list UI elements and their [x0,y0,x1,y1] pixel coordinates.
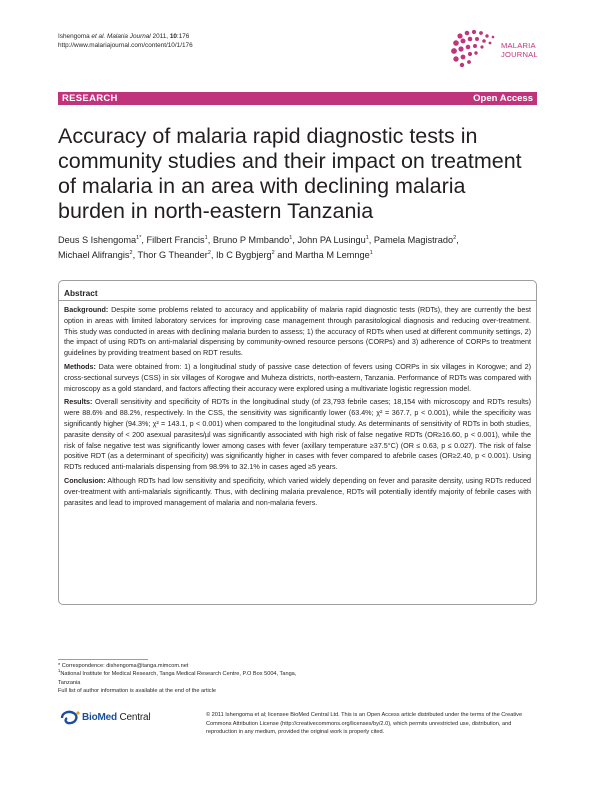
author[interactable]: Thor G Theander$^2$ [137,249,211,260]
author[interactable]: Ib C Bygbjerg$^2$ [216,249,275,260]
journal-name [501,41,538,59]
citation-header [58,32,193,50]
author[interactable]: Bruno P Mmbando$^1$ [212,235,293,245]
affiliation: $^1$National Institute for Medical Research, Tanga Medical Research Centre, P.O Box 5004, Tanga, Tanzania [58,668,297,686]
citation-line: Ishengoma et al. Malaria Journal 2011, 10:176 [58,33,190,40]
article-title: Accuracy of malaria rapid diagnostic tests in community studies and their impact on treatment of malaria in an area with declining malaria burden in north-eastern Tanzania [58,124,522,223]
author[interactable]: Martha M Lemnge$^1$ [295,249,373,260]
author[interactable]: Michael Alifrangis$^2$ [58,249,133,260]
abstract-body [64,305,531,511]
abstract-heading: Abstract [64,288,98,298]
abstract-box [58,280,537,605]
abstract-methods: Methods: Data were obtained from: 1) a longitudinal study of passive case detection of fevers using CORPs in six villages in Korogwe; and 2) cross-sectional surveys (CSS) in six villages of Korogwe and Muheza districts, north-eastern, Tanzania. Performance of RDTs was compared with microscopy as a gold standard, and factors affecting their accuracy were explored using a multivariate logistic regression model. [64,361,531,393]
full-list-note: Full list of author information is available at the end of the article [58,688,216,695]
correspondence: * Correspondence: dishengoma@tanga.mimcom.net [58,663,189,669]
footnotes [58,662,318,696]
abstract-divider [59,300,536,301]
section-banner [58,92,537,105]
author[interactable]: Pamela Magistrado$^2$ [373,235,457,245]
section-label: RESEARCH [62,93,118,104]
publisher-name: BioMed Central [82,712,151,723]
dots-cluster-icon [451,30,494,67]
abstract-conclusion: Conclusion: Although RDTs had low sensitivity and specificity, which varied widely depending on fever and parasite density, using RDTs reduced over-treatment with anti-malarials significantly. Thus, with declining malaria prevalence, RDTs will potentially identify majority of febrile cases with parasites and lead to improved management of malaria and non-malaria fevers. [64,475,531,507]
open-access-label: Open Access [473,93,533,104]
footnote-divider [58,659,148,660]
journal-name-line2: JOURNAL [501,50,538,59]
citation-url[interactable]: http://www.malariajournal.com/content/10/1/176 [58,42,193,50]
author[interactable]: John PA Lusingu$^1$ [297,235,369,245]
author[interactable]: Filbert Francis$^1$ [146,235,208,245]
license-text: © 2011 Ishengoma et al; licensee BioMed Central Ltd. This is an Open Access article distributed under the terms of the Creative Commons Attribution License (http://creativecommons.org/licenses/by/2.0), which permits unrestricted use, distribution, and reproduction in any medium, provided the original work is properly cited. [206,712,523,736]
biomed-swirl-icon [62,711,80,723]
abstract-results: Results: Overall sensitivity and specificity of RDTs in the longitudinal study (of 23,793 febrile cases; 18,154 with microscopy and RDTs results) were 88.6% and 88.2%, respectively. In the CSS, the sensitivity was significantly lower (63.4%; χ² = 367.7, p < 0.001), while the specificity was significantly higher (94.3%; χ² = 143.1, p < 0.001) when compared to the longitudinal study. As determinants of sensitivity of RDTs in both studies, parasite density of < 200 asexual parasites/µl was significantly associated with high risk of false negative RDTs (OR≥16.60, p < 0.001), while the risk of false negative test was significantly lower among cases with fever (axillary temperature ≥37.5°C) (OR ≤ 0.63, p ≤ 0.027). The risk of false positive RDT (as a determinant of specificity) was significantly higher in cases with fever compared to afebrile cases (OR≥2.40, p < 0.001). Using RDTs reduced anti-malarials dispensing from 98.9% to 32.1% in cases aged ≥5 years. [64,397,531,472]
author-list: Deus S Ishengoma$^{1*}$, Filbert Francis$^1$, Bruno P Mmbando$^1$, John PA Lusingu$^1$, Pamela Magistrado$^2$, Michael Alifrangis$^2$, Thor G Theander$^2$, Ib C Bygbjerg$^2$ and Martha M Lemnge$^1$ [58,235,459,260]
abstract-background: Background: Despite some problems related to accuracy and applicability of malaria rapid diagnostic tests (RDTs), they are currently the best option in areas with limited laboratory services for improving case management through parasitological diagnosis and reducing over-treatment. This study was conducted in areas with declining malaria burden to assess; 1) the accuracy of RDTs when used at different community settings, 2) the impact of using RDTs on anti-malarial dispensing by community-owned resource persons (CORPs) and 3) adherence of CORPs to treatment guidelines by providing treatment based on RDT results. [64,305,531,358]
journal-name-line1: MALARIA [501,41,536,50]
author[interactable]: Deus S Ishengoma$^{1*}$ [58,235,142,245]
